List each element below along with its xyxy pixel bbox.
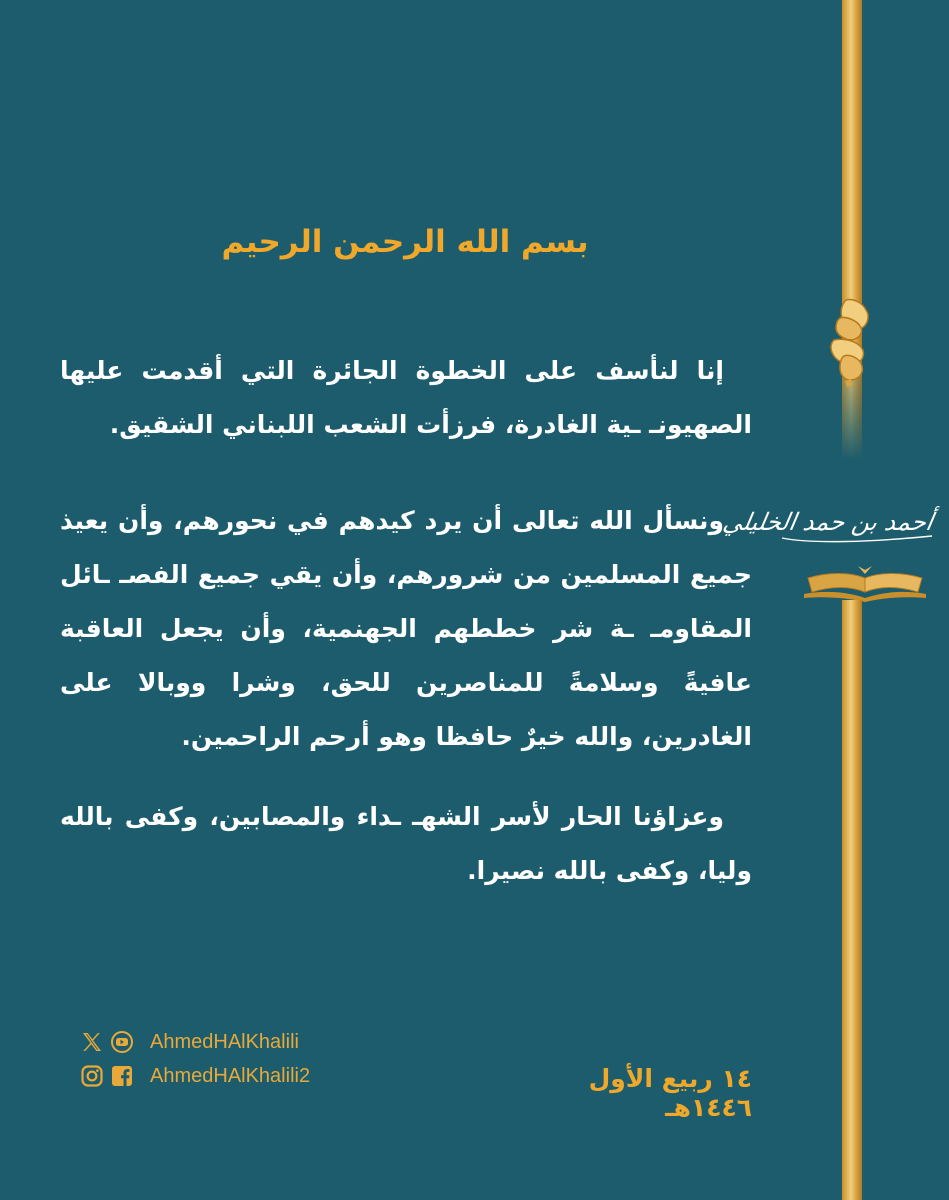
gold-bar-top [842,0,862,460]
instagram-icon[interactable] [80,1064,104,1088]
social-row-2 [80,1064,310,1088]
open-book-icon [802,566,928,602]
hijri-date: ١٤ ربيع الأول ١٤٤٦هـ [588,1064,752,1122]
gold-bar-bottom [842,600,862,1200]
svg-text:أحمد بن حمد الخليلي: أحمد بن حمد الخليلي [720,508,936,536]
signature-calligraphy [720,492,942,548]
social-row-1 [80,1030,299,1054]
social-handle-1[interactable]: AhmedHAlKhalili [150,1030,299,1053]
statement-paragraph-2: ونسأل الله تعالى أن يرد كيدهم في نحورهم، وأن يعيذ جميع المسلمين من شرورهم، وأن يقي جميع الفصـ ـائل المقاومـ ـة شر خططهم الجهنمية، وأن يجعل العاقبة عافيةً وسلامةً للمناصرين للحق، وشرا ووبالا على الغادرين، والله خيرٌ حافظا وهو أرحم الراحمين. [60,506,752,751]
x-icon[interactable] [80,1030,104,1054]
statement-paragraph-3: وعزاؤنا الحار لأسر الشهـ ـداء والمصابين، وكفى بالله وليا، وكفى بالله نصيرا. [60,802,752,885]
facebook-icon[interactable] [110,1064,134,1088]
social-handle-2[interactable]: AhmedHAlKhalili2 [150,1064,311,1087]
clasped-hands-icon [826,296,880,386]
statement-paragraph-1: إنا لنأسف على الخطوة الجائرة التي أقدمت عليها الصهيونـ ـية الغادرة، فرزأت الشعب اللبناني الشقيق. [60,356,752,439]
youtube-icon[interactable] [110,1030,134,1054]
basmala-title: بسم الله الرحمن الرحيم [221,224,589,260]
